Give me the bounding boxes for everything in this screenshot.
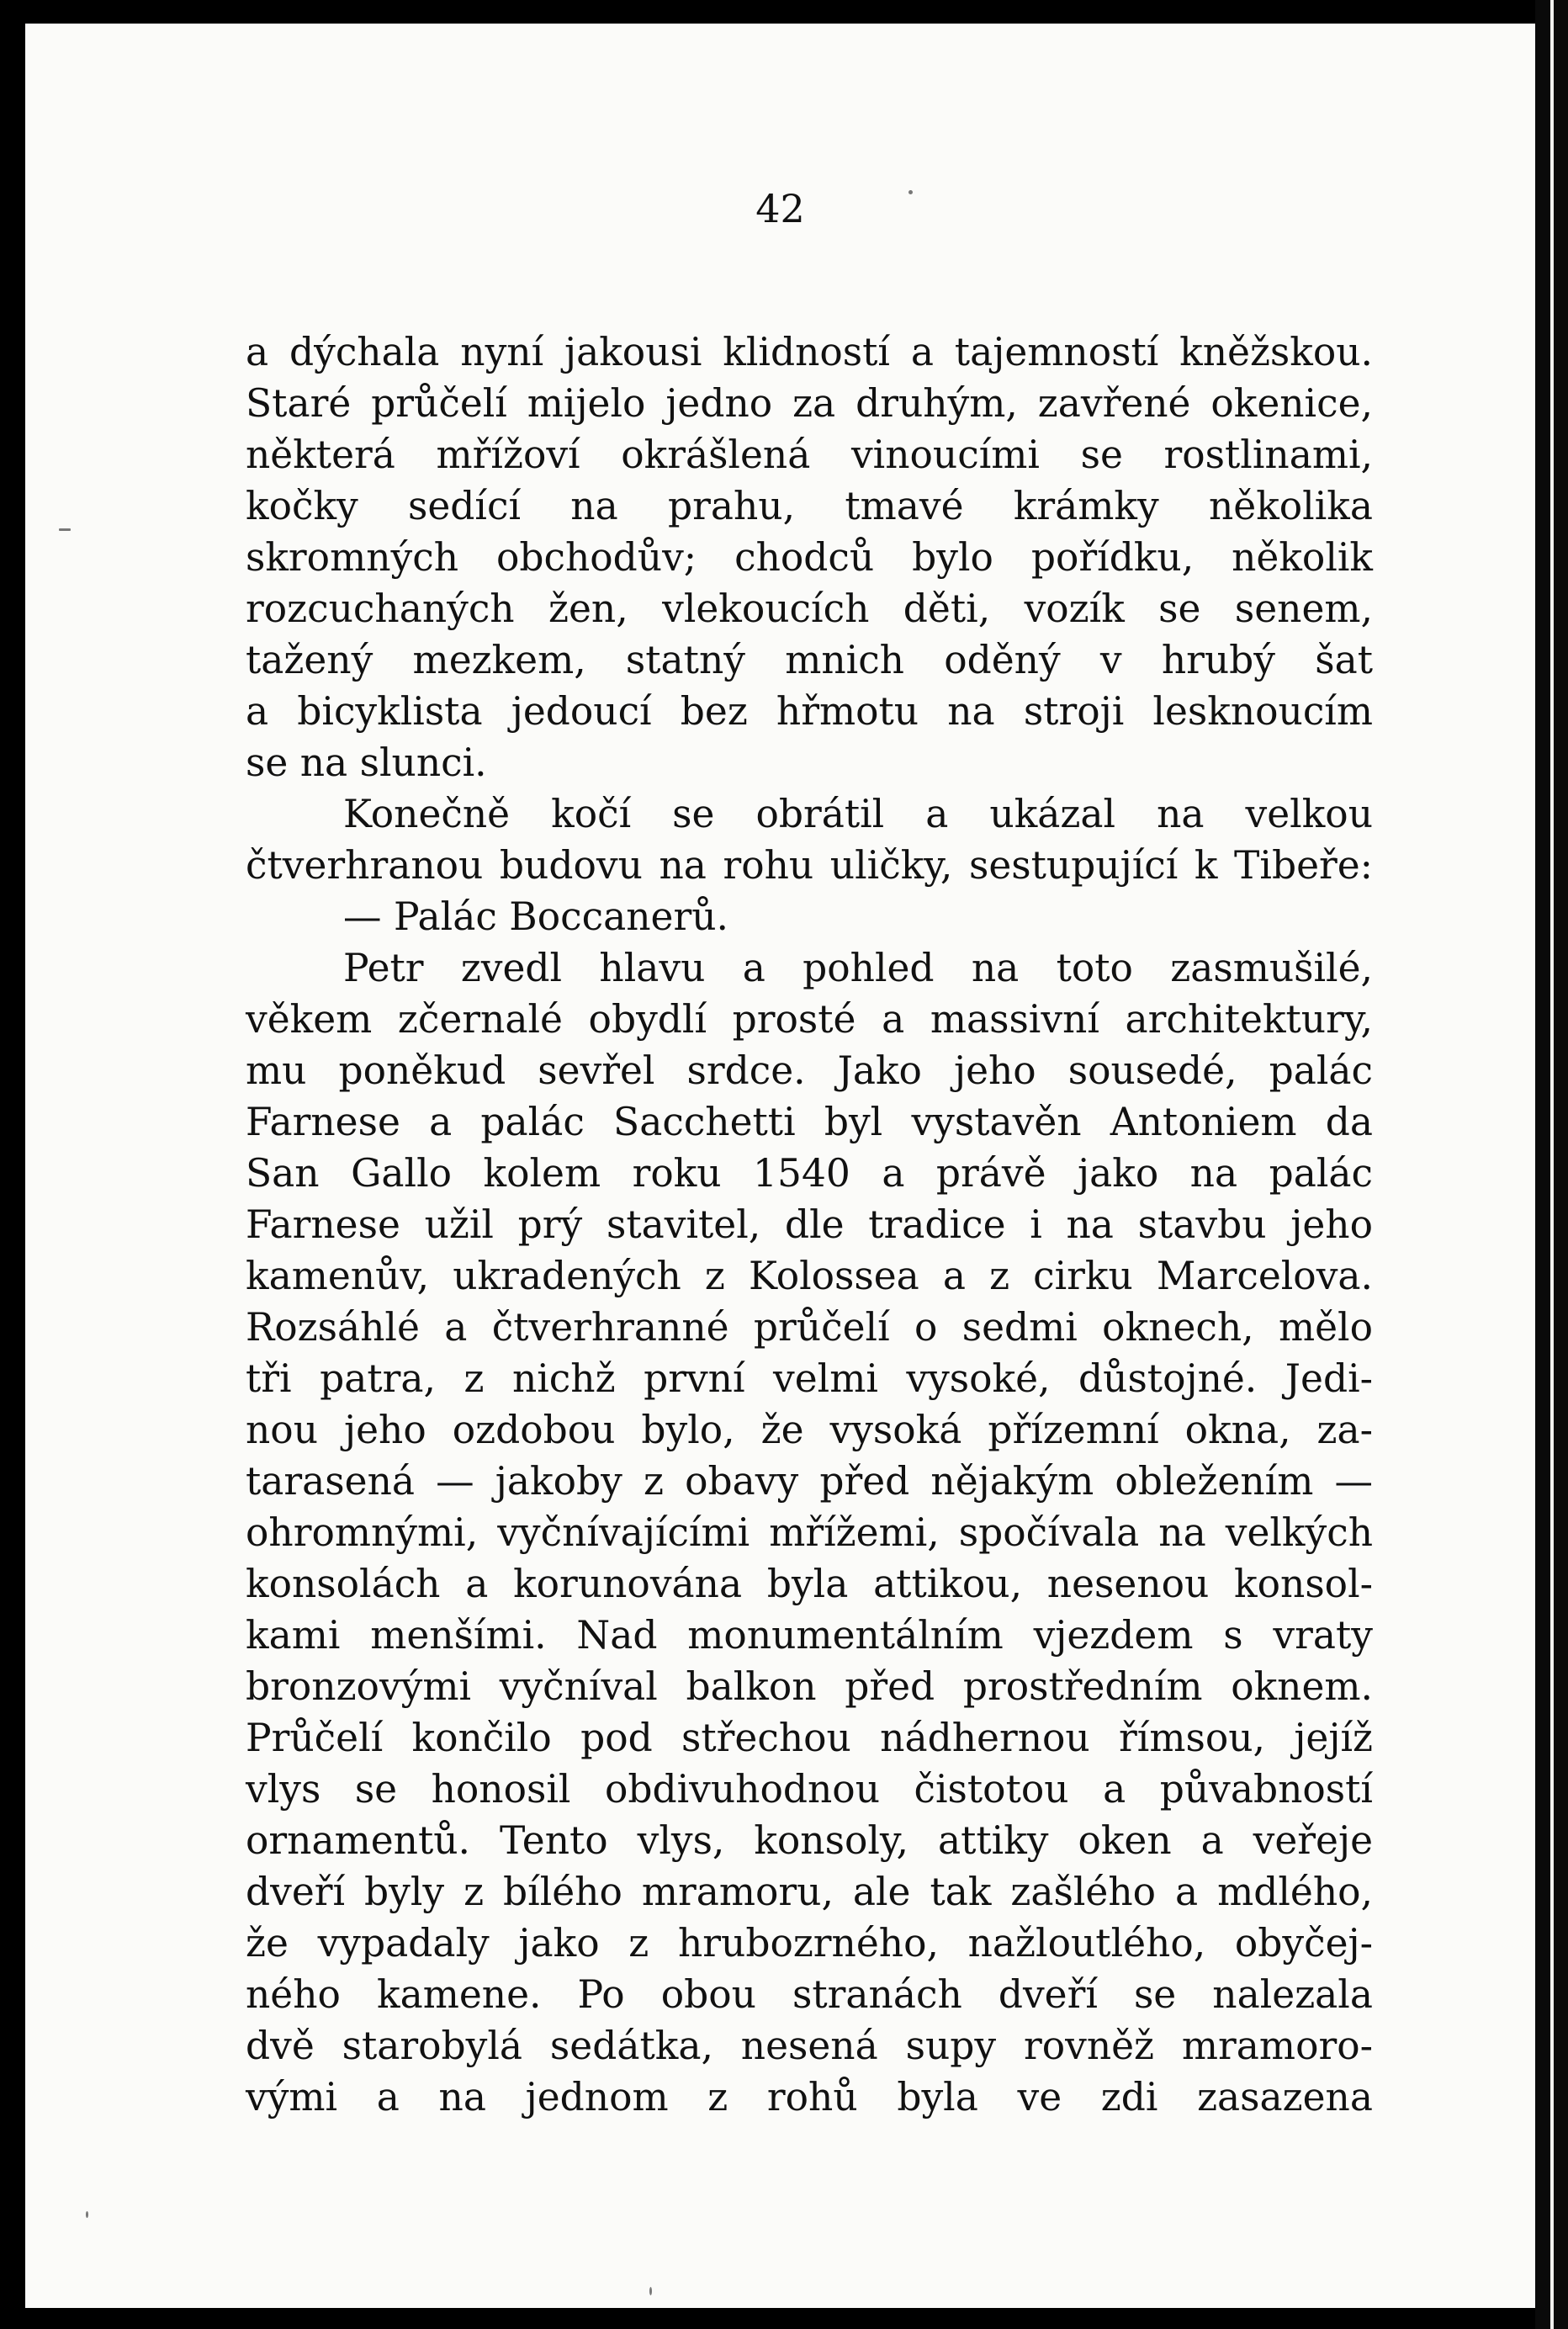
text-line: konsolách a korunována byla attikou, nesenou konsol- [246,1562,1373,1606]
text-line: dveří byly z bílého mramoru, ale tak zašlého a mdlého, [246,1870,1373,1914]
text-line: nou jeho ozdobou bylo, že vysoká přízemní okna, za- [246,1408,1373,1452]
text-line: tažený mezkem, statný mnich oděný v hrubý šat [246,638,1373,682]
text-line: čtverhranou budovu na rohu uličky, sestupující k Tibeře: [246,843,1373,888]
text-line: Petr zvedl hlavu a pohled na toto zasmušilé, [343,946,1373,990]
text-line: vými a na jednom z rohů byla ve zdi zasazena [246,2075,1373,2119]
text-line: — Palác Boccanerů. [343,894,728,939]
text-line: se na slunci. [246,740,487,785]
text-line: ohromnými, vyčnívajícími mřížemi, spočívala na velkých [246,1510,1373,1555]
text-line: ornamentů. Tento vlys, konsoly, attiky oken a veřeje [246,1818,1373,1863]
text-line: a bicyklista jedoucí bez hřmotu na stroji lesknoucím [246,689,1373,734]
text-line: tři patra, z nichž první velmi vysoké, důstojné. Jedi- [246,1356,1373,1401]
body-text [246,326,1373,2123]
dust-speck [649,2287,652,2295]
scan-edge-line [1550,0,1554,2329]
text-line: vlys se honosil obdivuhodnou čistotou a půvabností [246,1767,1373,1812]
text-line: Průčelí končilo pod střechou nádhernou římsou, jejíž [246,1716,1373,1760]
text-line: skromných obchodův; chodců bylo pořídku, několik [246,535,1373,580]
text-line: Farnese a palác Sacchetti byl vystavěn Antoniem da [246,1100,1373,1144]
page-number: 42 [755,186,805,231]
text-line: věkem zčernalé obydlí prosté a massivní architektury, [246,997,1373,1042]
text-line: některá mřížoví okrášlená vinoucími se rostlinami, [246,432,1373,477]
text-line: a dýchala nyní jakousi klidností a tajemností kněžskou. [246,330,1373,374]
book-page [25,24,1535,2308]
text-line: dvě starobylá sedátka, nesená supy rovněž mramoro- [246,2024,1373,2068]
dust-speck [59,528,71,531]
text-line: bronzovými vyčníval balkon před prostředním oknem. [246,1664,1373,1709]
text-line: ného kamene. Po obou stranách dveří se nalezala [246,1972,1373,2017]
text-line: mu poněkud sevřel srdce. Jako jeho sousedé, palác [246,1048,1373,1093]
text-line: že vypadaly jako z hrubozrného, nažloutlého, obyčej- [246,1921,1373,1966]
text-line: kami menšími. Nad monumentálním vjezdem s vraty [246,1613,1373,1658]
text-line: kočky sedící na prahu, tmavé krámky několika [246,484,1373,528]
text-line: tarasená — jakoby z obavy před nějakým obležením — [246,1459,1373,1504]
text-line: Farnese užil prý stavitel, dle tradice i na stavbu jeho [246,1202,1373,1247]
text-line: Staré průčelí mijelo jedno za druhým, zavřené okenice, [246,381,1373,426]
dust-speck [86,2211,88,2218]
text-line: rozcuchaných žen, vlekoucích děti, vozík se senem, [246,586,1373,631]
text-line: Konečně kočí se obrátil a ukázal na velkou [343,792,1373,836]
text-line: San Gallo kolem roku 1540 a právě jako na palác [246,1151,1373,1196]
dust-speck [908,190,913,194]
text-line: kamenův, ukradených z Kolossea a z cirku Marcelova. [246,1254,1373,1298]
text-line: Rozsáhlé a čtverhranné průčelí o sedmi oknech, mělo [246,1305,1373,1350]
